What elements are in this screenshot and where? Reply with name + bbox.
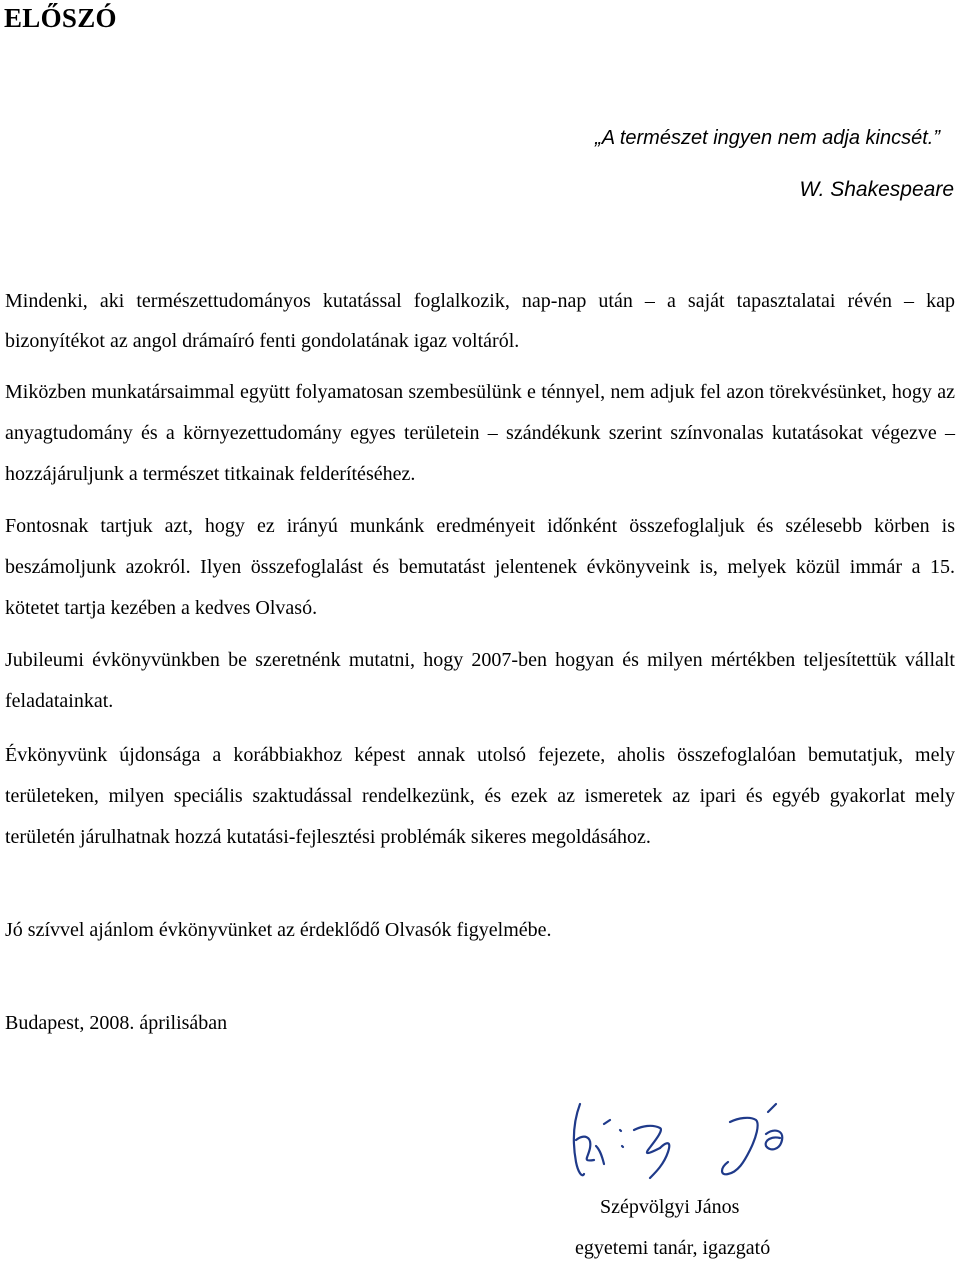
motto-author: W. Shakespeare [799, 178, 954, 201]
paragraph-5: Évkönyvünk újdonsága a korábbiakhoz képest annak utolsó fejezete, aholis összefoglalóan bemutatjuk, mely területeken, milyen speciális szaktudással rendelkezünk, és ezek az ismeretek az ipari és egyéb gyakorlat mely területén járulhatnak hozzá kutatási-fejlesztési problémák sikeres megoldásához. [5, 744, 955, 848]
signer-name: Szépvölgyi János [600, 1196, 740, 1218]
motto-quote: „A természet ingyen nem adja kincsét.” [595, 127, 940, 149]
paragraph-3: Fontosnak tartjuk azt, hogy ez irányú munkánk eredményeit időnként összefoglaljuk és szélesebb körben is beszámoljunk azokról. Ilyen összefoglalást és bemutatást jelentenek évkönyveink is, melyek közül immár a 15. kötetet tartja kezében a kedves Olvasó. [5, 515, 955, 619]
paragraph-1: Mindenki, aki természettudományos kutatással foglalkozik, nap-nap után – a saját tapasztalatai révén – kap bizonyítékot az angol drámaíró fenti gondolatának igaz voltáról. [5, 290, 955, 352]
paragraph-2: Miközben munkatársaimmal együtt folyamatosan szembesülünk e ténnyel, nem adjuk fel azon törekvésünket, hogy az anyagtudomány és a környezettudomány egyes területein – szándékunk szerint színvonalas kutatásokat végezve – hozzájáruljunk a természet titkainak felderítéséhez. [5, 381, 955, 485]
handwritten-signature [560, 1090, 830, 1190]
paragraph-6: Jó szívvel ajánlom évkönyvünket az érdeklődő Olvasók figyelmébe. [5, 919, 552, 941]
signer-title: egyetemi tanár, igazgató [575, 1237, 771, 1259]
page-title: ELŐSZÓ [4, 3, 117, 33]
place-date: Budapest, 2008. áprilisában [5, 1012, 228, 1034]
paragraph-4: Jubileumi évkönyvünkben be szeretnénk mutatni, hogy 2007-ben hogyan és milyen mértékben teljesítettük vállalt feladatainkat. [5, 649, 955, 712]
